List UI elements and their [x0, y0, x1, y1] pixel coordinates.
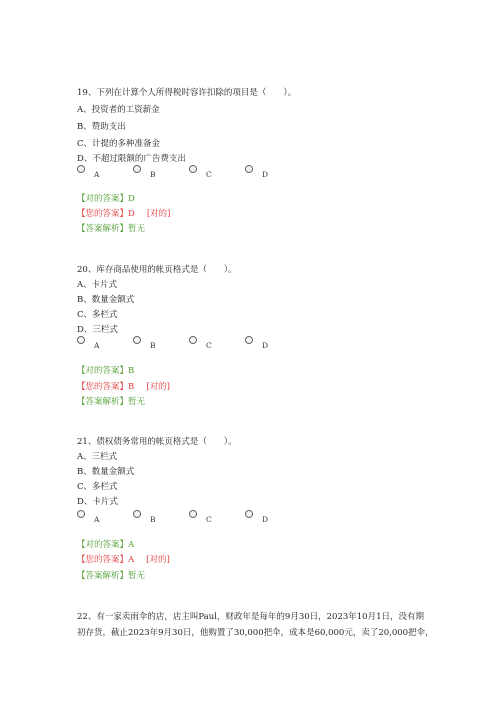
answer-choices: A B C D — [77, 165, 297, 179]
radio-c[interactable] — [189, 510, 197, 518]
answer-choices: A B C D — [77, 510, 297, 524]
question-stem: 19、下列在计算个人所得税时容许扣除的项目是（ ）。 — [77, 88, 297, 98]
question-22-line-1: 22、有一家卖雨伞的店，店主叫Paul，财政年是每年的9月30日，2023年10月1日，没有期 — [77, 612, 424, 622]
option-c: C、多栏式 — [77, 310, 118, 320]
radio-d[interactable] — [245, 165, 253, 173]
option-d: D、三栏式 — [77, 325, 118, 335]
answer-choices: A B C D — [77, 336, 297, 350]
question-22-line-2: 初存货，截止2023年9月30日，他购置了30,000把伞，成本是60,000元，卖了20,000把伞， — [77, 628, 434, 638]
option-d: D、卡片式 — [77, 497, 118, 507]
option-a: A、投资者的工资薪金 — [77, 105, 160, 115]
radio-d[interactable] — [245, 336, 253, 344]
radio-a[interactable] — [77, 336, 85, 344]
option-b: B、数量金额式 — [77, 295, 135, 305]
correct-answer: 【对的答案】A — [77, 540, 135, 550]
radio-c[interactable] — [189, 336, 197, 344]
radio-c[interactable] — [189, 165, 197, 173]
radio-b[interactable] — [133, 165, 141, 173]
radio-a[interactable] — [77, 165, 85, 173]
option-c: C、计提的多种准备金 — [77, 139, 161, 149]
answer-explanation: 【答案解析】暂无 — [77, 571, 146, 581]
option-b: B、数量金额式 — [77, 467, 135, 477]
your-answer: 【您的答案】B [对的] — [77, 382, 170, 392]
correct-answer: 【对的答案】B — [77, 366, 135, 376]
verdict-badge: [对的] — [146, 209, 171, 219]
verdict-badge: [对的] — [146, 382, 170, 392]
question-stem: 21、债权债务常用的帐页格式是（ ）。 — [77, 437, 237, 447]
question-stem: 20、库存商品使用的帐页格式是（ ）。 — [77, 265, 237, 275]
correct-answer: 【对的答案】D — [77, 194, 135, 204]
question-22 — [77, 609, 434, 641]
verdict-badge: [对的] — [146, 555, 170, 565]
radio-b[interactable] — [133, 510, 141, 518]
your-answer: 【您的答案】D [对的] — [77, 209, 171, 219]
radio-b[interactable] — [133, 336, 141, 344]
option-d: D、不超过限额的广告费支出 — [77, 154, 186, 164]
answer-explanation: 【答案解析】暂无 — [77, 397, 146, 407]
your-answer: 【您的答案】A [对的] — [77, 555, 170, 565]
radio-d[interactable] — [245, 510, 253, 518]
answer-explanation: 【答案解析】暂无 — [77, 224, 146, 234]
option-a: A、三栏式 — [77, 452, 118, 462]
option-a: A、卡片式 — [77, 280, 118, 290]
option-b: B、赞助支出 — [77, 122, 126, 132]
radio-a[interactable] — [77, 510, 85, 518]
option-c: C、多栏式 — [77, 482, 118, 492]
